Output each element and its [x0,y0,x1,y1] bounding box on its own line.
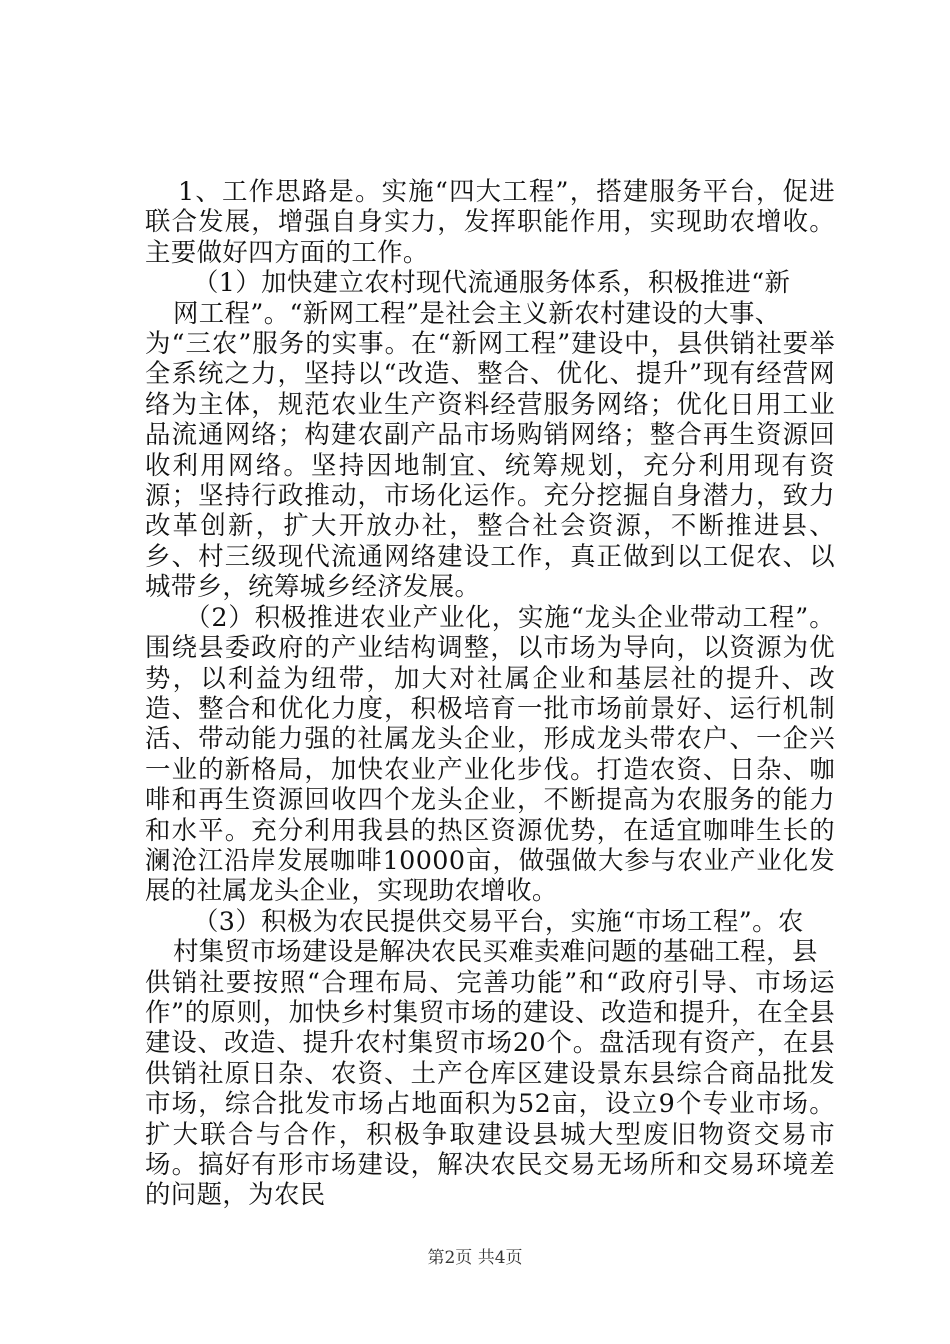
section-3-paragraph [145,906,835,1210]
section-1-heading: （1）加快建立农村现代流通服务体系，积极推进“新 [193,267,791,298]
section-1-first-line: 网工程”。“新网工程”是社会主义新农村建设的大事、 [173,297,781,328]
document-body [145,176,835,1210]
page-footer: 第2页 共4页 [427,1248,523,1268]
section-1-body: 为“三农”服务的实事。在“新网工程”建设中，县供销社要举全系统之力，坚持以“改造、整合、优化、提升”现有经营网络为主体，规范农业生产资料经营服务网络；优化日用工业品流通网络；构建农副产品市场购销网络；整合再生资源回收利用网络。坚持因地制宜、统筹规划，充分利用现有资源；坚持行政推动，市场化运作。充分挖掘自身潜力，致力改革创新，扩大开放办社，整合社会资源，不断推进县、乡、村三级现代流通网络建设工作，真正做到以工促农、以城带乡，统筹城乡经济发展。 [145,328,835,602]
section-3-heading: （3）积极为农民提供交易平台，实施“市场工程”。农 [193,905,804,936]
intro-paragraph: 1、工作思路是。实施“四大工程”，搭建服务平台，促进联合发展，增强自身实力，发挥职能作用，实现助农增收。主要做好四方面的工作。 [145,176,835,267]
section-3-body: 供销社要按照“合理布局、完善功能”和“政府引导、市场运作”的原则，加快乡村集贸市场的建设、改造和提升，在全县建设、改造、提升农村集贸市场20个。盘活现有资产，在县供销社原日杂、农资、土产仓库区建设景东县综合商品批发市场，综合批发市场占地面积为52亩，设立9个专业市场。扩大联合与合作，积极争取建设县城大型废旧物资交易市场。搞好有形市场建设，解决农民交易无场所和交易环境差的问题，为农民 [145,966,835,1210]
section-1-paragraph [145,267,835,601]
section-2-paragraph: （2）积极推进农业产业化，实施“龙头企业带动工程”。围绕县委政府的产业结构调整，以市场为导向，以资源为优势，以利益为纽带，加大对社属企业和基层社的提升、改造、整合和优化力度，积极培育一批市场前景好、运行机制活、带动能力强的社属龙头企业，形成龙头带农户、一企兴一业的新格局，加快农业产业化步伐。打造农资、日杂、咖啡和再生资源回收四个龙头企业，不断提高为农服务的能力和水平。充分利用我县的热区资源优势，在适宜咖啡生长的澜沧江沿岸发展咖啡10000亩，做强做大参与农业产业化发展的社属龙头企业，实现助农增收。 [145,601,835,906]
section-3-first-line: 村集贸市场建设是解决农民买难卖难问题的基础工程，县 [173,936,818,967]
